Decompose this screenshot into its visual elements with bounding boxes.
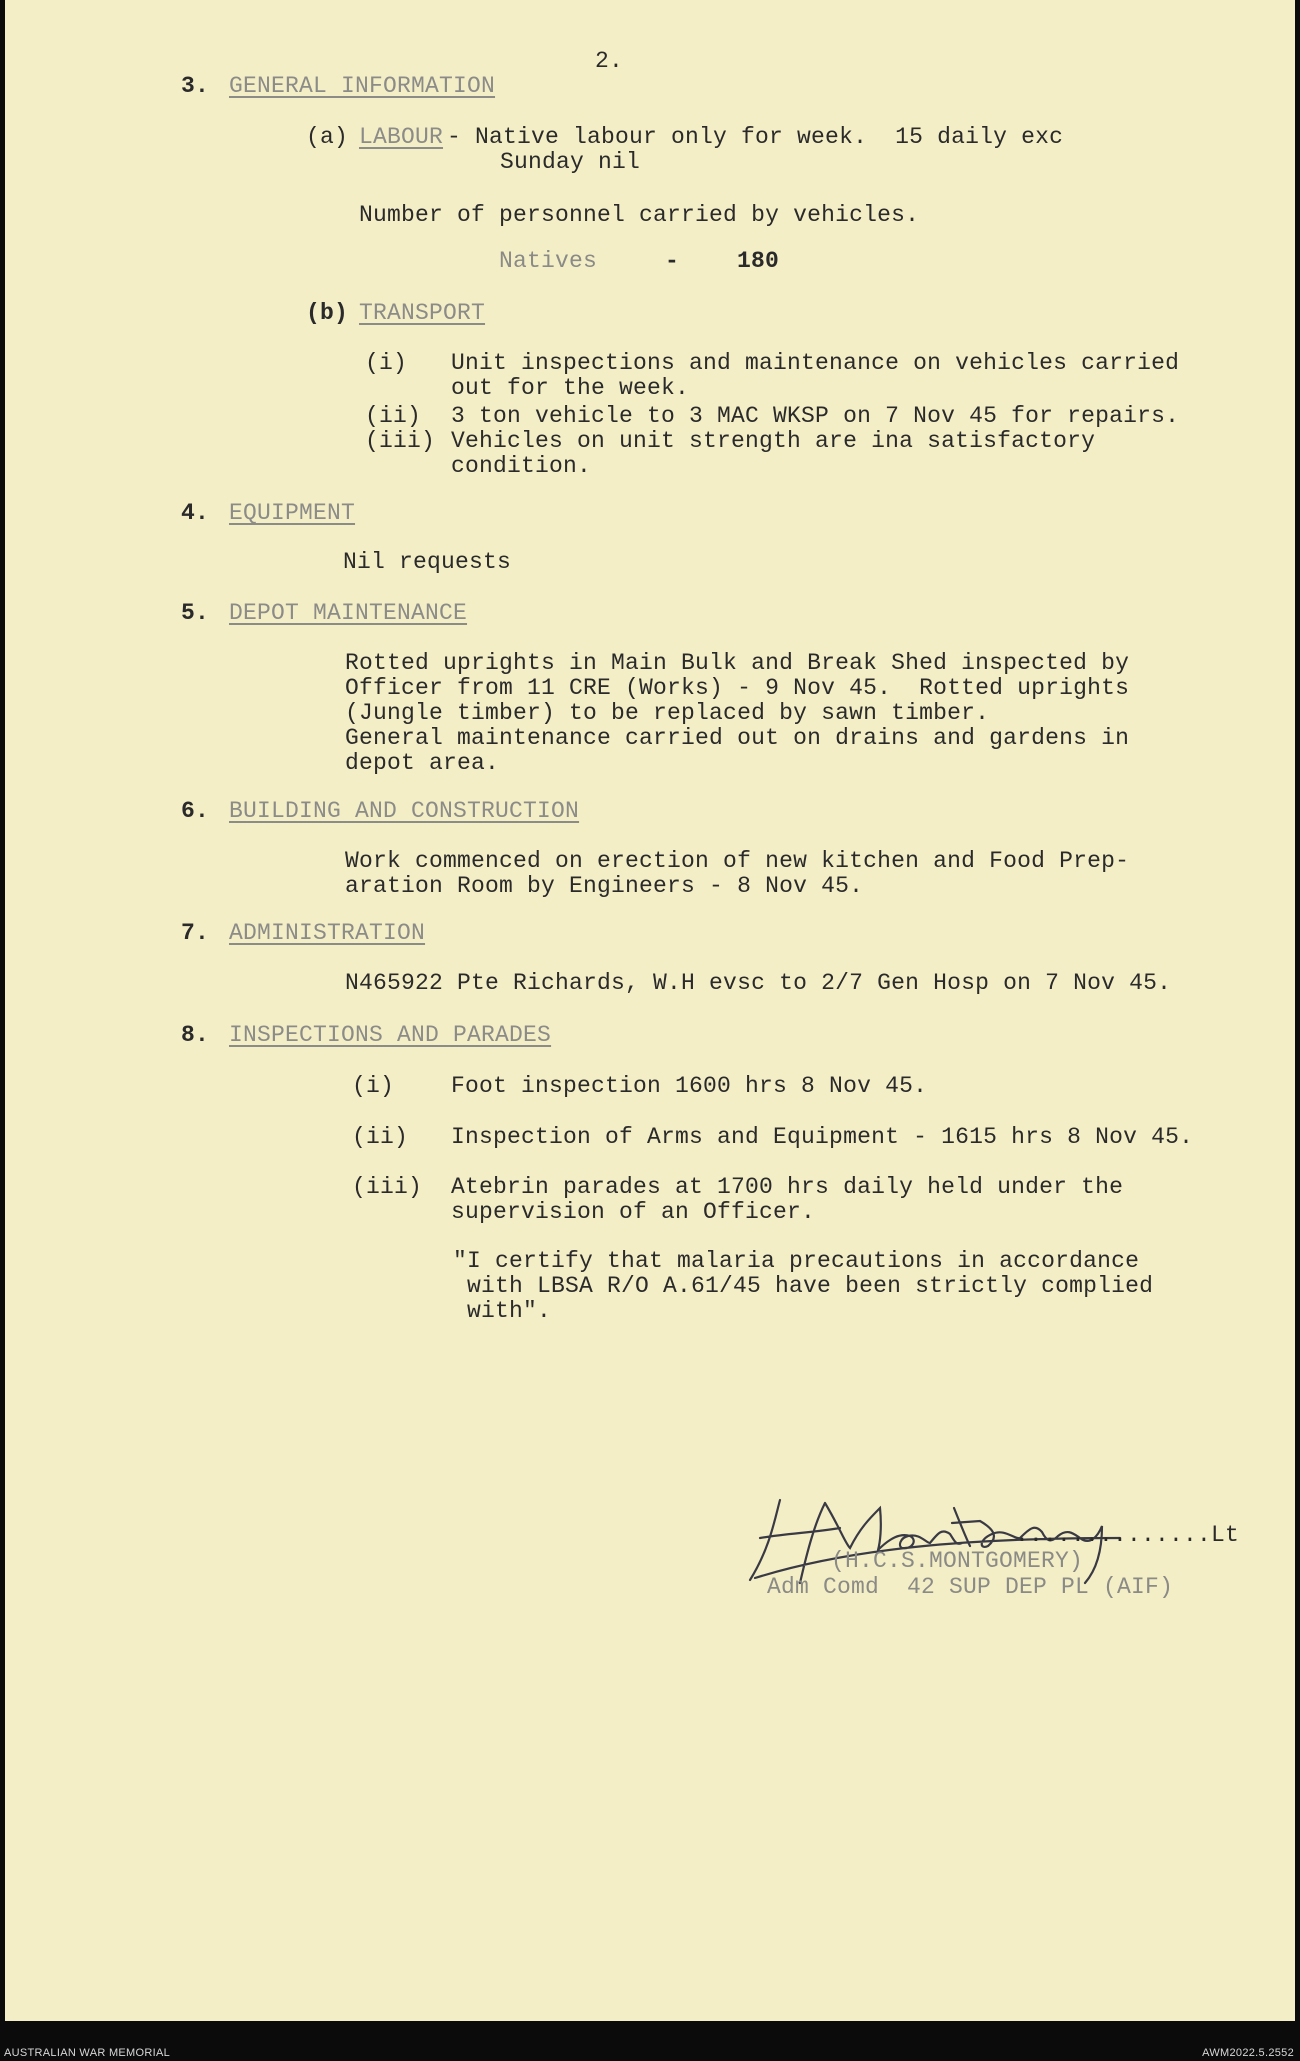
inspection-item-1-marker: (i) [352, 1073, 395, 1099]
transport-marker: (b) [306, 300, 349, 326]
building-line-2: aration Room by Engineers - 8 Nov 45. [345, 873, 864, 899]
signatory-title: Adm Comd 42 SUP DEP PL (AIF) [767, 1574, 1174, 1600]
inspection-item-3-line-1: Atebrin parades at 1700 hrs daily held under the [451, 1174, 1124, 1200]
labour-marker: (a) [306, 124, 349, 150]
page-number: 2. [595, 48, 624, 74]
transport-item-3-line-1: Vehicles on unit strength are ina satisfactory [451, 428, 1096, 454]
transport-item-3-line-2: condition. [451, 453, 592, 479]
depot-line-2: Officer from 11 CRE (Works) - 9 Nov 45. Rotted uprights [345, 675, 1130, 701]
labour-line-1: - Native labour only for week. 15 daily exc [447, 124, 1064, 150]
transport-heading: TRANSPORT [359, 300, 486, 326]
depot-line-5: depot area. [345, 750, 500, 776]
signatory-name: (H.C.S.MONTGOMERY) [831, 1548, 1084, 1574]
footer-right-label: AWM2022.5.2552 [1202, 2047, 1294, 2059]
signature-dots-rank: ..............Lt [1015, 1522, 1240, 1548]
inspection-item-2-line-1: Inspection of Arms and Equipment - 1615 hrs 8 Nov 45. [451, 1124, 1194, 1150]
section-5-number: 5. [181, 600, 210, 626]
transport-item-1-line-1: Unit inspections and maintenance on vehicles carried [451, 350, 1180, 376]
inspection-item-2-marker: (ii) [352, 1124, 409, 1150]
section-6-heading: BUILDING AND CONSTRUCTION [229, 798, 580, 824]
section-5-heading: DEPOT MAINTENANCE [229, 600, 468, 626]
building-line-1: Work commenced on erection of new kitchen and Food Prep- [345, 848, 1130, 874]
certify-line-1: "I certify that malaria precautions in accordance [453, 1248, 1140, 1274]
section-7-heading: ADMINISTRATION [229, 920, 426, 946]
document-page [5, 0, 1295, 2021]
certify-line-2: with LBSA R/O A.61/45 have been strictly complied [453, 1273, 1154, 1299]
depot-line-3: (Jungle timber) to be replaced by sawn timber. [345, 700, 990, 726]
natives-count: 180 [737, 248, 780, 274]
inspection-item-1-line-1: Foot inspection 1600 hrs 8 Nov 45. [451, 1073, 928, 1099]
section-7-number: 7. [181, 920, 210, 946]
transport-item-2-line-1: 3 ton vehicle to 3 MAC WKSP on 7 Nov 45 for repairs. [451, 403, 1180, 429]
natives-label: Natives [499, 248, 598, 274]
section-3-heading: GENERAL INFORMATION [229, 73, 496, 99]
section-8-heading: INSPECTIONS AND PARADES [229, 1022, 552, 1048]
labour-line-2: Sunday nil [500, 149, 641, 175]
inspection-item-3-line-2: supervision of an Officer. [451, 1199, 816, 1225]
section-4-number: 4. [181, 500, 210, 526]
depot-line-4: General maintenance carried out on drains and gardens in [345, 725, 1130, 751]
transport-item-1-line-2: out for the week. [451, 375, 690, 401]
administration-body: N465922 Pte Richards, W.H evsc to 2/7 Gen Hosp on 7 Nov 45. [345, 970, 1172, 996]
certify-line-3: with". [453, 1298, 552, 1324]
labour-heading: LABOUR [359, 124, 444, 150]
transport-item-2-marker: (ii) [365, 403, 422, 429]
inspection-item-3-marker: (iii) [352, 1174, 423, 1200]
transport-item-1-marker: (i) [365, 350, 408, 376]
section-4-heading: EQUIPMENT [229, 500, 356, 526]
equipment-body: Nil requests [343, 549, 512, 575]
section-6-number: 6. [181, 798, 210, 824]
footer-left-label: AUSTRALIAN WAR MEMORIAL [4, 2047, 171, 2059]
transport-item-3-marker: (iii) [365, 428, 436, 454]
depot-line-1: Rotted uprights in Main Bulk and Break Shed inspected by [345, 650, 1130, 676]
section-8-number: 8. [181, 1022, 210, 1048]
section-3-number: 3. [181, 73, 210, 99]
personnel-line: Number of personnel carried by vehicles. [359, 202, 920, 228]
natives-dash: - [665, 248, 680, 274]
